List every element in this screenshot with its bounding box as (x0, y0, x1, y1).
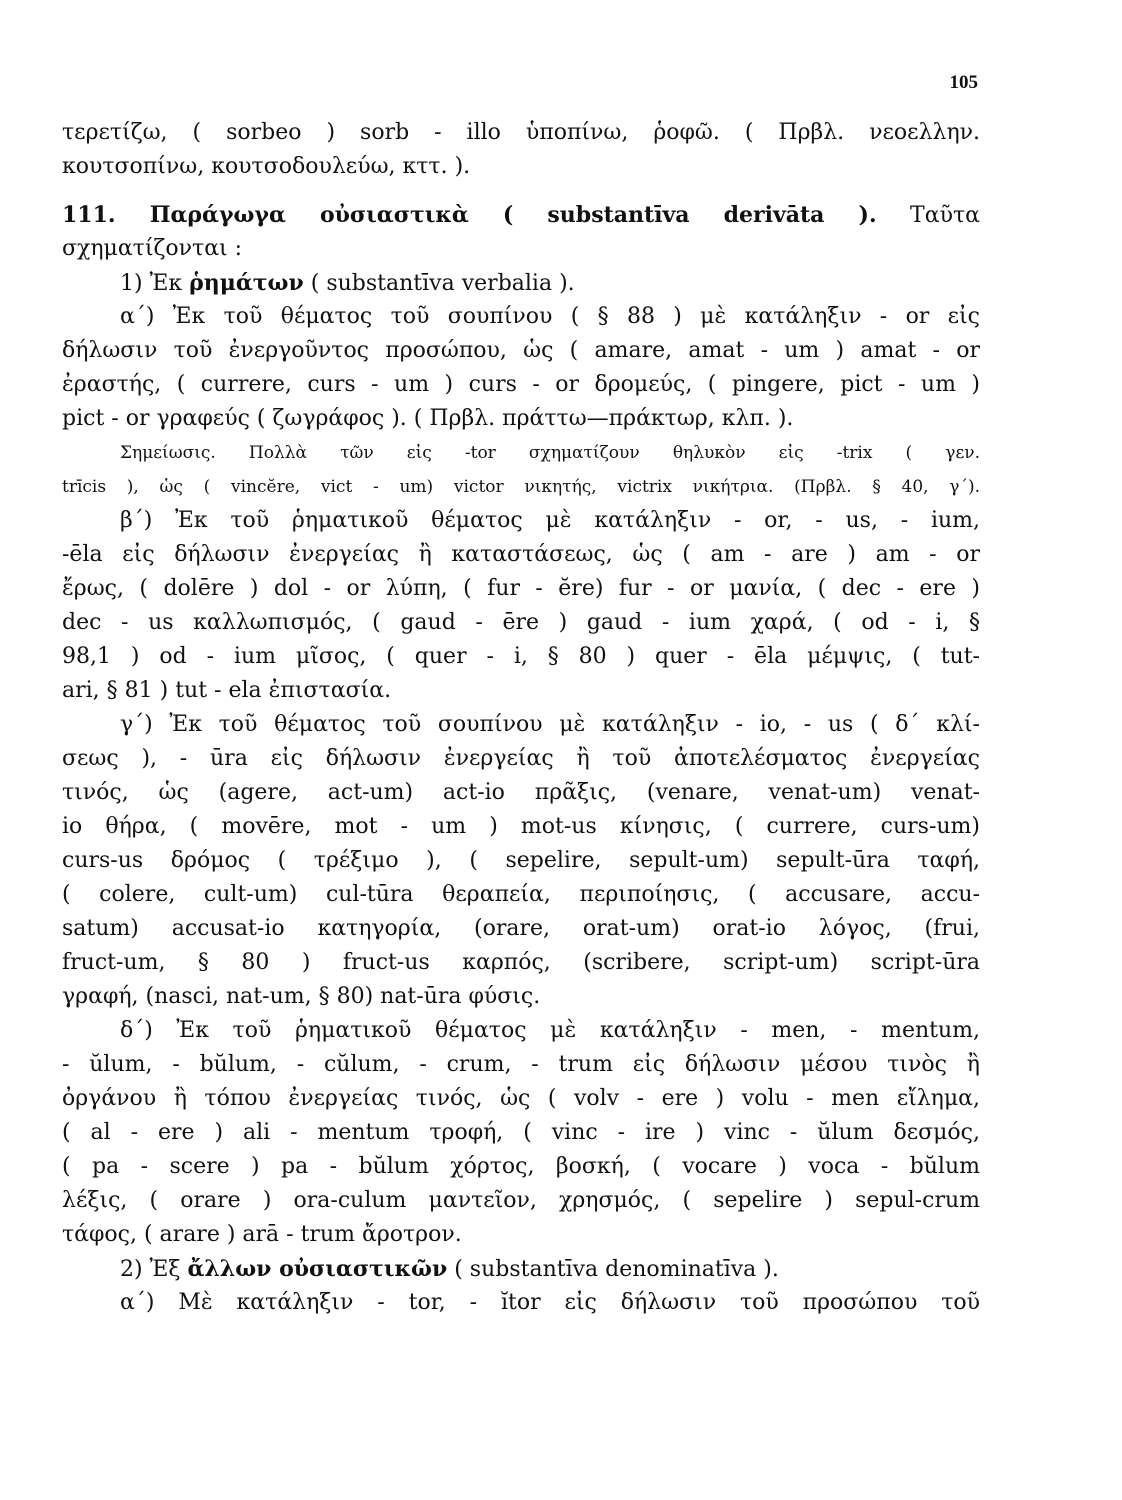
text-line: Σημείωσις. Πολλὰ τῶν εἰς -tor σχηματίζουν θηλυκὸν εἰς -trix ( γεν. (120, 443, 980, 463)
text-line: τάφος, ( arare ) arā - trum ἄροτρον. (62, 1222, 462, 1247)
text-line: α΄) Ἐκ τοῦ θέματος τοῦ σουπίνου ( § 88 ) μὲ κατάληξιν - or εἰς (120, 304, 980, 329)
text-line: pict - or γραφεύς ( ζωγράφος ). ( Πρβλ. πράττω—πράκτωρ, κλπ. ). (62, 406, 794, 431)
text-line: λέξις, ( orare ) ora-culum μαντεῖον, χρησμός, ( sepelire ) sepul-crum (62, 1188, 980, 1213)
text-line: ari, § 81 ) tut - ela ἐπιστασία. (62, 678, 392, 703)
text-line: 2) Ἐξ ἄλλων οὐσιαστικῶν ( substantīva denominatīva ). (120, 1256, 779, 1282)
text-line: dec - us καλλωπισμός, ( gaud - ēre ) gaud - ium χαρά, ( od - i, § (62, 610, 980, 635)
text-line: ἔρως, ( dolēre ) dol - or λύπη, ( fur - ĕre) fur - or μανία, ( dec - ere ) (62, 576, 980, 601)
text-line: ὀργάνου ἢ τόπου ἐνεργείας τινός, ὡς ( volv - ere ) volu - men εἴλημα, (62, 1086, 980, 1111)
text-line: 111. Παράγωγα οὐσιαστικὰ ( substantīva derivāta ). Ταῦτα (62, 202, 980, 228)
text-line: γ΄) Ἐκ τοῦ θέματος τοῦ σουπίνου μὲ κατάληξιν - io, - us ( δ΄ κλί- (120, 712, 980, 737)
text-line: σχηματίζονται : (62, 236, 243, 261)
page-body (62, 116, 980, 1320)
paragraph-gap (62, 184, 980, 198)
text-line: α΄) Μὲ κατάληξιν - tor, - ĭtor εἰς δήλωσιν τοῦ προσώπου τοῦ (120, 1290, 980, 1315)
text-line: δήλωσιν τοῦ ἐνεργοῦντος προσώπου, ὡς ( amare, amat - um ) amat - or (62, 338, 980, 363)
text-line: 98,1 ) od - ium μῖσος, ( quer - i, § 80 ) quer - ēla μέμψις, ( tut- (62, 644, 980, 669)
text-line: τινός, ὡς (agere, act-um) act-io πρᾶξις, (venare, venat-um) venat- (62, 780, 980, 805)
text-line: - ŭlum, - bŭlum, - cŭlum, - crum, - trum εἰς δήλωσιν μέσου τινὸς ἢ (62, 1052, 980, 1077)
text-line: trīcis ), ὡς ( vincĕre, vict - um) victor νικητής, victrix νικήτρια. (Πρβλ. § 40, γ΄). (62, 477, 980, 497)
text-line: ἐραστής, ( currere, curs - um ) curs - or δρομεύς, ( pingere, pict - um ) (62, 372, 980, 397)
text-line: -ēla εἰς δήλωσιν ἐνεργείας ἢ καταστάσεως, ὡς ( am - are ) am - or (62, 542, 980, 567)
bold-term: ῥημάτων (189, 270, 304, 296)
text-line: σεως ), - ūra εἰς δήλωσιν ἐνεργείας ἢ τοῦ ἀποτελέσματος ἐνεργείας (62, 746, 980, 771)
text-line: ( colere, cult-um) cul-tūra θεραπεία, περιποίησις, ( accusare, accu- (62, 882, 980, 907)
text-line: δ΄) Ἐκ τοῦ ῥηματικοῦ θέματος μὲ κατάληξιν - men, - mentum, (120, 1018, 980, 1043)
bold-term: ἄλλων οὐσιαστικῶν (187, 1256, 448, 1282)
text-line: fruct-um, § 80 ) fruct-us καρπός, (scribere, script-um) script-ūra (62, 950, 980, 975)
text-line: satum) accusat-io κατηγορία, (orare, orat-um) orat-io λόγος, (frui, (62, 916, 980, 941)
text-line: τερετίζω, ( sorbeo ) sorb - illo ὑποπίνω, ῥοφῶ. ( Πρβλ. νεοελλην. (62, 120, 980, 145)
text-line: io θήρα, ( movēre, mot - um ) mot-us κίνησις, ( currere, curs-um) (62, 814, 980, 839)
text-line: κουτσοπίνω, κουτσοδουλεύω, κττ. ). (62, 154, 471, 179)
text-line: ( pa - scere ) pa - bŭlum χόρτος, βοσκή, ( vocare ) voca - bŭlum (62, 1154, 980, 1179)
text-line: γραφή, (nasci, nat-um, § 80) nat-ūra φύσις. (62, 984, 541, 1009)
text-line: 1) Ἐκ ῥημάτων ( substantīva verbalia ). (120, 270, 575, 296)
text-line: β΄) Ἐκ τοῦ ῥηματικοῦ θέματος μὲ κατάληξιν - or, - us, - ium, (120, 508, 980, 533)
text-line: curs-us δρόμος ( τρέξιμο ), ( sepelire, sepult-um) sepult-ūra ταφή, (62, 848, 980, 873)
bold-term: 111. Παράγωγα οὐσιαστικὰ ( substantīva derivāta ). (62, 202, 877, 228)
text-line: ( al - ere ) ali - mentum τροφή, ( vinc - ire ) vinc - ŭlum δεσμός, (62, 1120, 980, 1145)
page-number: 105 (949, 72, 978, 93)
